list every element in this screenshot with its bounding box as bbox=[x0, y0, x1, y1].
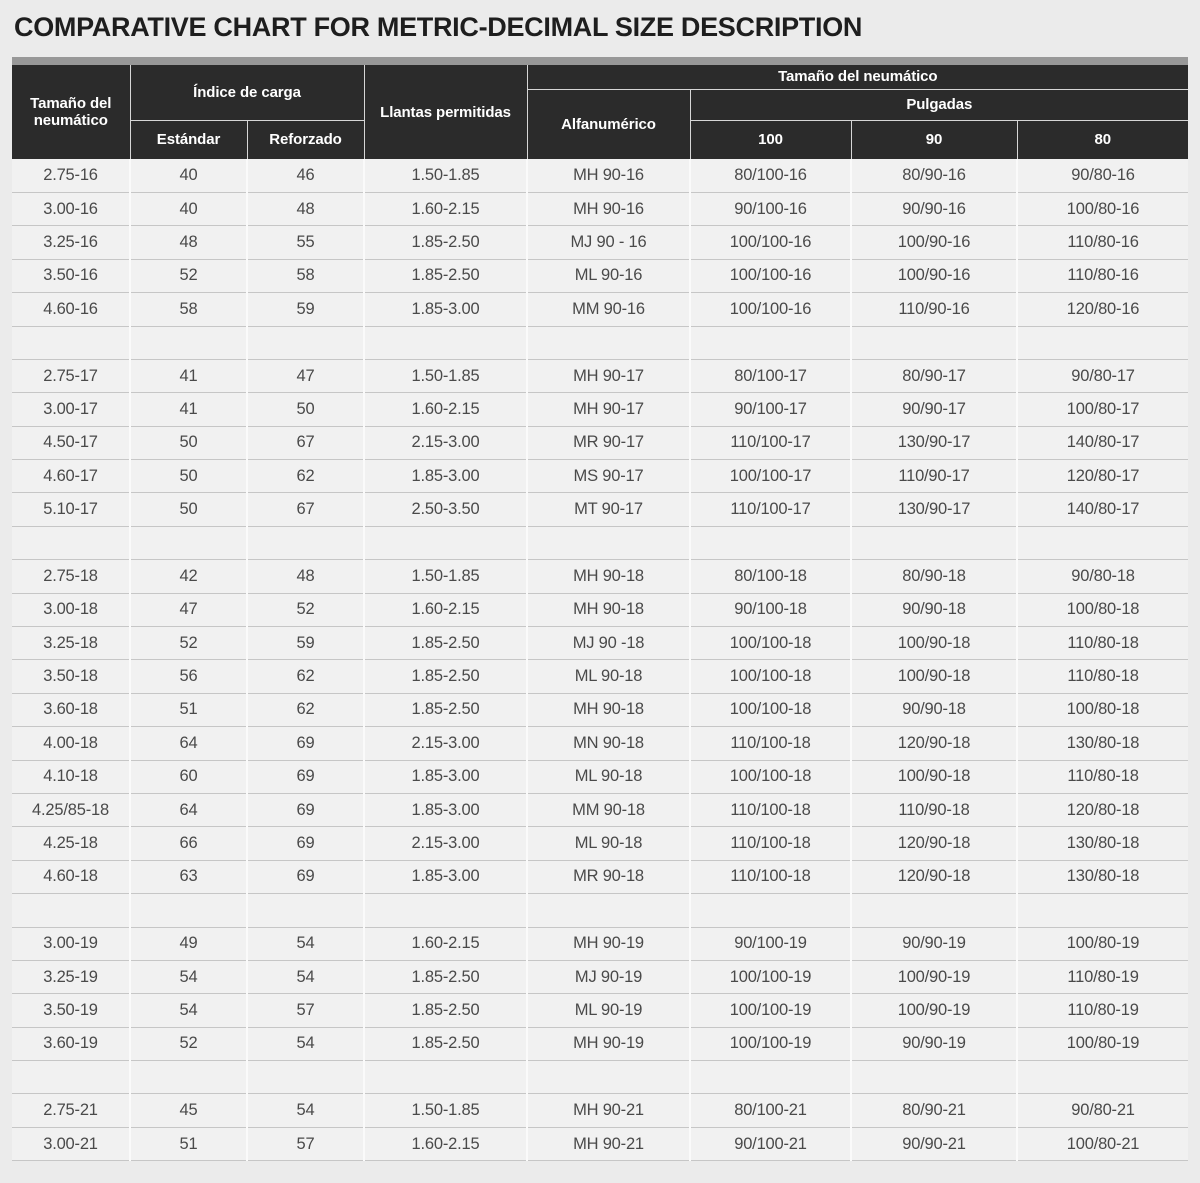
table-cell: 40 bbox=[130, 159, 247, 192]
table-cell: 1.60-2.15 bbox=[364, 1127, 527, 1160]
table-cell: 110/90-16 bbox=[851, 293, 1017, 326]
table-cell: 54 bbox=[247, 960, 364, 993]
table-cell: 5.10-17 bbox=[12, 493, 130, 526]
table-row bbox=[12, 927, 1188, 960]
table-cell: MJ 90-19 bbox=[527, 960, 690, 993]
table-cell: 110/100-18 bbox=[690, 793, 851, 826]
table-cell: 90/90-21 bbox=[851, 1127, 1017, 1160]
table-body bbox=[12, 159, 1188, 1161]
table-cell: 63 bbox=[130, 860, 247, 893]
table-cell: MH 90-21 bbox=[527, 1127, 690, 1160]
table-cell: 54 bbox=[247, 1094, 364, 1127]
table-cell: 110/90-18 bbox=[851, 793, 1017, 826]
table-cell: 66 bbox=[130, 827, 247, 860]
table-cell: 1.50-1.85 bbox=[364, 359, 527, 392]
table-cell: 3.00-19 bbox=[12, 927, 130, 960]
table-cell: 110/80-19 bbox=[1017, 960, 1188, 993]
table-cell bbox=[1017, 526, 1188, 559]
table-cell bbox=[690, 1061, 851, 1094]
table-cell: ML 90-18 bbox=[527, 827, 690, 860]
table-cell: 100/90-16 bbox=[851, 259, 1017, 292]
table-cell: 62 bbox=[247, 460, 364, 493]
table-cell: 40 bbox=[130, 192, 247, 225]
header-alphanumeric: Alfanumérico bbox=[527, 89, 690, 159]
table-cell: 2.15-3.00 bbox=[364, 426, 527, 459]
header-group-tire-size: Tamaño del neumático bbox=[527, 65, 1188, 89]
table-cell: 54 bbox=[247, 1027, 364, 1060]
table-cell: 130/80-18 bbox=[1017, 860, 1188, 893]
table-cell: 100/90-19 bbox=[851, 960, 1017, 993]
table-cell: MR 90-17 bbox=[527, 426, 690, 459]
table-cell: 3.60-19 bbox=[12, 1027, 130, 1060]
header-standard: Estándar bbox=[130, 120, 247, 159]
table-cell: 130/90-17 bbox=[851, 493, 1017, 526]
table-cell bbox=[690, 894, 851, 927]
table-cell: MH 90-16 bbox=[527, 159, 690, 192]
table-cell bbox=[851, 1061, 1017, 1094]
table-cell: MJ 90 -18 bbox=[527, 627, 690, 660]
table-cell: 100/80-18 bbox=[1017, 693, 1188, 726]
table-cell: 2.75-18 bbox=[12, 560, 130, 593]
table-cell: 120/90-18 bbox=[851, 860, 1017, 893]
table-cell: 2.75-16 bbox=[12, 159, 130, 192]
table-cell: 48 bbox=[247, 192, 364, 225]
table-cell: 120/90-18 bbox=[851, 827, 1017, 860]
table-row bbox=[12, 793, 1188, 826]
table-cell: 90/100-21 bbox=[690, 1127, 851, 1160]
table-cell bbox=[130, 326, 247, 359]
table-cell: 90/90-19 bbox=[851, 1027, 1017, 1060]
table-cell bbox=[247, 1061, 364, 1094]
table-cell bbox=[130, 526, 247, 559]
table-cell: 2.50-3.50 bbox=[364, 493, 527, 526]
table-cell: 100/80-19 bbox=[1017, 927, 1188, 960]
table-cell: MJ 90 - 16 bbox=[527, 226, 690, 259]
table-cell: 90/90-18 bbox=[851, 693, 1017, 726]
table-cell: 1.50-1.85 bbox=[364, 159, 527, 192]
table-cell bbox=[1017, 1061, 1188, 1094]
page-title: COMPARATIVE CHART FOR METRIC-DECIMAL SIZE DESCRIPTION bbox=[14, 12, 863, 42]
table-cell: 90/80-17 bbox=[1017, 359, 1188, 392]
table-row bbox=[12, 393, 1188, 426]
table-cell: 52 bbox=[247, 593, 364, 626]
table-cell: 1.85-2.50 bbox=[364, 627, 527, 660]
table-cell: 4.10-18 bbox=[12, 760, 130, 793]
table-cell: 2.15-3.00 bbox=[364, 727, 527, 760]
table-cell: MM 90-18 bbox=[527, 793, 690, 826]
table-cell: 90/90-16 bbox=[851, 192, 1017, 225]
table-cell: 100/100-19 bbox=[690, 960, 851, 993]
table-cell: 3.50-18 bbox=[12, 660, 130, 693]
table-row bbox=[12, 1127, 1188, 1160]
header-reinforced: Reforzado bbox=[247, 120, 364, 159]
table-cell: 1.85-2.50 bbox=[364, 259, 527, 292]
table-cell: 110/100-17 bbox=[690, 493, 851, 526]
table-cell: 90/100-18 bbox=[690, 593, 851, 626]
table-cell: MH 90-19 bbox=[527, 927, 690, 960]
table-cell bbox=[130, 1061, 247, 1094]
table-cell: 100/90-18 bbox=[851, 627, 1017, 660]
table-cell: 4.25/85-18 bbox=[12, 793, 130, 826]
table-cell: 1.60-2.15 bbox=[364, 393, 527, 426]
table-cell bbox=[851, 526, 1017, 559]
table-cell: MR 90-18 bbox=[527, 860, 690, 893]
table-cell: 69 bbox=[247, 860, 364, 893]
table-cell: 4.60-18 bbox=[12, 860, 130, 893]
table-cell: 64 bbox=[130, 727, 247, 760]
table-cell: ML 90-19 bbox=[527, 994, 690, 1027]
table-cell: 69 bbox=[247, 760, 364, 793]
table-cell bbox=[851, 326, 1017, 359]
table-row bbox=[12, 293, 1188, 326]
table-cell: 130/80-18 bbox=[1017, 727, 1188, 760]
table-cell: 58 bbox=[247, 259, 364, 292]
table-cell: 90/90-17 bbox=[851, 393, 1017, 426]
table-cell: 3.50-19 bbox=[12, 994, 130, 1027]
table-cell: 110/80-18 bbox=[1017, 760, 1188, 793]
table-cell: 64 bbox=[130, 793, 247, 826]
table-cell: 80/90-21 bbox=[851, 1094, 1017, 1127]
table-cell: 110/80-18 bbox=[1017, 627, 1188, 660]
header-inches-90: 90 bbox=[851, 120, 1017, 159]
table-cell: 110/100-18 bbox=[690, 860, 851, 893]
table-row bbox=[12, 693, 1188, 726]
table-cell: 3.50-16 bbox=[12, 259, 130, 292]
table-cell: 56 bbox=[130, 660, 247, 693]
table-cell: 120/80-17 bbox=[1017, 460, 1188, 493]
table-cell: 41 bbox=[130, 359, 247, 392]
table-cell: 54 bbox=[247, 927, 364, 960]
table-cell bbox=[690, 326, 851, 359]
table-row bbox=[12, 560, 1188, 593]
table-cell: 54 bbox=[130, 994, 247, 1027]
table-cell: 120/80-18 bbox=[1017, 793, 1188, 826]
table-cell: 62 bbox=[247, 660, 364, 693]
table-cell: 100/100-18 bbox=[690, 693, 851, 726]
table-cell: 3.25-19 bbox=[12, 960, 130, 993]
table-row bbox=[12, 760, 1188, 793]
table-cell: 90/80-18 bbox=[1017, 560, 1188, 593]
table-cell: ML 90-18 bbox=[527, 660, 690, 693]
separator-row bbox=[12, 894, 1188, 927]
table-cell: 3.00-18 bbox=[12, 593, 130, 626]
table-cell: 100/100-16 bbox=[690, 226, 851, 259]
table-cell: 100/100-19 bbox=[690, 1027, 851, 1060]
table-cell: 2.75-21 bbox=[12, 1094, 130, 1127]
table-cell: 60 bbox=[130, 760, 247, 793]
table-cell: 42 bbox=[130, 560, 247, 593]
table-cell: 1.85-2.50 bbox=[364, 960, 527, 993]
table-cell: MS 90-17 bbox=[527, 460, 690, 493]
table-cell: MT 90-17 bbox=[527, 493, 690, 526]
table-cell: MH 90-18 bbox=[527, 593, 690, 626]
header-inches-80: 80 bbox=[1017, 120, 1188, 159]
table-top-strip bbox=[12, 57, 1188, 65]
data-table bbox=[12, 65, 1188, 1161]
table-cell: 140/80-17 bbox=[1017, 493, 1188, 526]
table-row bbox=[12, 493, 1188, 526]
table-cell: 110/100-17 bbox=[690, 426, 851, 459]
table-cell bbox=[690, 526, 851, 559]
table-cell: MM 90-16 bbox=[527, 293, 690, 326]
table-cell: 2.75-17 bbox=[12, 359, 130, 392]
table-cell: MH 90-18 bbox=[527, 693, 690, 726]
table-row bbox=[12, 460, 1188, 493]
table-cell bbox=[12, 894, 130, 927]
table-cell: 100/80-17 bbox=[1017, 393, 1188, 426]
table-cell bbox=[527, 326, 690, 359]
table-cell: 100/80-16 bbox=[1017, 192, 1188, 225]
table-row bbox=[12, 359, 1188, 392]
table-cell: 100/100-16 bbox=[690, 293, 851, 326]
table-cell bbox=[247, 526, 364, 559]
table-cell: 3.00-17 bbox=[12, 393, 130, 426]
table-cell: 4.25-18 bbox=[12, 827, 130, 860]
table-cell: 50 bbox=[247, 393, 364, 426]
table-cell: 3.25-18 bbox=[12, 627, 130, 660]
table-cell: 110/80-16 bbox=[1017, 226, 1188, 259]
table-cell: 1.50-1.85 bbox=[364, 560, 527, 593]
table-cell: 1.50-1.85 bbox=[364, 1094, 527, 1127]
table-row bbox=[12, 192, 1188, 225]
table-cell: 1.85-3.00 bbox=[364, 860, 527, 893]
table-cell: 90/80-16 bbox=[1017, 159, 1188, 192]
table-cell: 80/100-18 bbox=[690, 560, 851, 593]
table-cell: 80/90-18 bbox=[851, 560, 1017, 593]
table-cell: 41 bbox=[130, 393, 247, 426]
table-cell bbox=[364, 1061, 527, 1094]
table-cell: 49 bbox=[130, 927, 247, 960]
table-cell: 1.60-2.15 bbox=[364, 192, 527, 225]
table-cell: MH 90-18 bbox=[527, 560, 690, 593]
table-cell: 110/80-18 bbox=[1017, 660, 1188, 693]
header-rims-allowed: Llantas permitidas bbox=[364, 65, 527, 159]
table-cell: 4.50-17 bbox=[12, 426, 130, 459]
table-cell: 1.85-2.50 bbox=[364, 693, 527, 726]
table-cell: 3.25-16 bbox=[12, 226, 130, 259]
table-cell: 110/80-16 bbox=[1017, 259, 1188, 292]
comparative-table bbox=[12, 57, 1188, 1161]
table-cell: 100/100-17 bbox=[690, 460, 851, 493]
header-group-inches: Pulgadas bbox=[690, 89, 1188, 120]
table-cell bbox=[527, 526, 690, 559]
table-cell: 110/100-18 bbox=[690, 827, 851, 860]
table-row bbox=[12, 593, 1188, 626]
table-cell: MN 90-18 bbox=[527, 727, 690, 760]
table-cell: 3.00-16 bbox=[12, 192, 130, 225]
table-row bbox=[12, 1027, 1188, 1060]
table-row bbox=[12, 627, 1188, 660]
table-cell: 100/80-18 bbox=[1017, 593, 1188, 626]
table-cell bbox=[364, 526, 527, 559]
table-cell: 120/90-18 bbox=[851, 727, 1017, 760]
table-cell bbox=[1017, 326, 1188, 359]
table-cell: 130/80-18 bbox=[1017, 827, 1188, 860]
table-cell: ML 90-16 bbox=[527, 259, 690, 292]
table-cell: 130/90-17 bbox=[851, 426, 1017, 459]
table-cell: 4.60-16 bbox=[12, 293, 130, 326]
table-cell: 90/100-16 bbox=[690, 192, 851, 225]
table-cell: 80/90-17 bbox=[851, 359, 1017, 392]
table-cell bbox=[130, 894, 247, 927]
table-cell: 100/100-16 bbox=[690, 259, 851, 292]
table-cell: 1.85-2.50 bbox=[364, 226, 527, 259]
table-cell: 47 bbox=[130, 593, 247, 626]
separator-row bbox=[12, 1061, 1188, 1094]
table-cell: 100/90-16 bbox=[851, 226, 1017, 259]
table-cell: 3.60-18 bbox=[12, 693, 130, 726]
table-cell: 48 bbox=[130, 226, 247, 259]
table-cell: 48 bbox=[247, 560, 364, 593]
table-cell: 100/100-18 bbox=[690, 627, 851, 660]
table-cell: 80/100-17 bbox=[690, 359, 851, 392]
table-cell: 110/90-17 bbox=[851, 460, 1017, 493]
table-cell: 80/100-16 bbox=[690, 159, 851, 192]
table-cell: 62 bbox=[247, 693, 364, 726]
table-cell: 4.00-18 bbox=[12, 727, 130, 760]
table-row bbox=[12, 827, 1188, 860]
table-cell: 1.85-3.00 bbox=[364, 760, 527, 793]
table-cell: 69 bbox=[247, 793, 364, 826]
table-cell: MH 90-16 bbox=[527, 192, 690, 225]
table-cell: 90/80-21 bbox=[1017, 1094, 1188, 1127]
table-cell: 45 bbox=[130, 1094, 247, 1127]
table-row bbox=[12, 426, 1188, 459]
table-cell: 100/100-18 bbox=[690, 660, 851, 693]
table-cell: 67 bbox=[247, 493, 364, 526]
table-cell: 54 bbox=[130, 960, 247, 993]
table-cell: MH 90-21 bbox=[527, 1094, 690, 1127]
table-cell: 140/80-17 bbox=[1017, 426, 1188, 459]
table-cell: 51 bbox=[130, 1127, 247, 1160]
table-cell: 50 bbox=[130, 426, 247, 459]
table-cell: 52 bbox=[130, 1027, 247, 1060]
table-cell: 110/80-19 bbox=[1017, 994, 1188, 1027]
table-cell bbox=[247, 894, 364, 927]
table-cell bbox=[12, 326, 130, 359]
table-cell: 1.85-3.00 bbox=[364, 293, 527, 326]
table-cell bbox=[364, 894, 527, 927]
header-group-load-index: Índice de carga bbox=[130, 65, 364, 120]
table-cell: 52 bbox=[130, 259, 247, 292]
table-cell: 57 bbox=[247, 1127, 364, 1160]
table-cell: 100/80-19 bbox=[1017, 1027, 1188, 1060]
table-cell: 1.60-2.15 bbox=[364, 927, 527, 960]
table-cell: 50 bbox=[130, 493, 247, 526]
table-cell: 100/90-18 bbox=[851, 760, 1017, 793]
table-cell bbox=[527, 894, 690, 927]
table-cell: 100/100-19 bbox=[690, 994, 851, 1027]
table-cell: 69 bbox=[247, 727, 364, 760]
header-tire-size-metric: Tamaño del neumático bbox=[12, 65, 130, 159]
table-cell: 90/90-18 bbox=[851, 593, 1017, 626]
table-cell: ML 90-18 bbox=[527, 760, 690, 793]
table-cell: 59 bbox=[247, 627, 364, 660]
table-cell: MH 90-17 bbox=[527, 393, 690, 426]
table-cell bbox=[247, 326, 364, 359]
table-cell: 110/100-18 bbox=[690, 727, 851, 760]
table-cell: 58 bbox=[130, 293, 247, 326]
table-cell: 1.85-3.00 bbox=[364, 460, 527, 493]
table-row bbox=[12, 994, 1188, 1027]
table-cell bbox=[1017, 894, 1188, 927]
table-cell bbox=[12, 1061, 130, 1094]
table-cell: 2.15-3.00 bbox=[364, 827, 527, 860]
table-cell bbox=[851, 894, 1017, 927]
table-cell: 67 bbox=[247, 426, 364, 459]
table-cell: 57 bbox=[247, 994, 364, 1027]
table-cell: 100/90-18 bbox=[851, 660, 1017, 693]
table-cell: 90/100-19 bbox=[690, 927, 851, 960]
table-cell: 80/90-16 bbox=[851, 159, 1017, 192]
table-cell: 1.85-3.00 bbox=[364, 793, 527, 826]
table-row bbox=[12, 660, 1188, 693]
table-cell bbox=[364, 326, 527, 359]
table-cell: 46 bbox=[247, 159, 364, 192]
separator-row bbox=[12, 526, 1188, 559]
table-cell: MH 90-19 bbox=[527, 1027, 690, 1060]
table-cell: 120/80-16 bbox=[1017, 293, 1188, 326]
table-cell: 3.00-21 bbox=[12, 1127, 130, 1160]
table-cell: 1.60-2.15 bbox=[364, 593, 527, 626]
table-row bbox=[12, 159, 1188, 192]
table-cell: 90/90-19 bbox=[851, 927, 1017, 960]
table-cell: 90/100-17 bbox=[690, 393, 851, 426]
table-cell: 100/90-19 bbox=[851, 994, 1017, 1027]
table-cell: 1.85-2.50 bbox=[364, 1027, 527, 1060]
table-row bbox=[12, 226, 1188, 259]
table-cell: 69 bbox=[247, 827, 364, 860]
header-inches-100: 100 bbox=[690, 120, 851, 159]
table-row bbox=[12, 860, 1188, 893]
table-cell: 59 bbox=[247, 293, 364, 326]
table-cell: 80/100-21 bbox=[690, 1094, 851, 1127]
table-cell: 4.60-17 bbox=[12, 460, 130, 493]
table-cell: 100/80-21 bbox=[1017, 1127, 1188, 1160]
table-cell: 1.85-2.50 bbox=[364, 994, 527, 1027]
table-cell: 52 bbox=[130, 627, 247, 660]
table-cell bbox=[527, 1061, 690, 1094]
table-cell: 1.85-2.50 bbox=[364, 660, 527, 693]
table-cell bbox=[12, 526, 130, 559]
table-cell: 51 bbox=[130, 693, 247, 726]
table-cell: 47 bbox=[247, 359, 364, 392]
table-row bbox=[12, 259, 1188, 292]
table-header bbox=[12, 65, 1188, 159]
separator-row bbox=[12, 326, 1188, 359]
table-cell: 55 bbox=[247, 226, 364, 259]
table-row bbox=[12, 960, 1188, 993]
table-row bbox=[12, 727, 1188, 760]
table-cell: 100/100-18 bbox=[690, 760, 851, 793]
table-row bbox=[12, 1094, 1188, 1127]
table-cell: 50 bbox=[130, 460, 247, 493]
table-cell: MH 90-17 bbox=[527, 359, 690, 392]
